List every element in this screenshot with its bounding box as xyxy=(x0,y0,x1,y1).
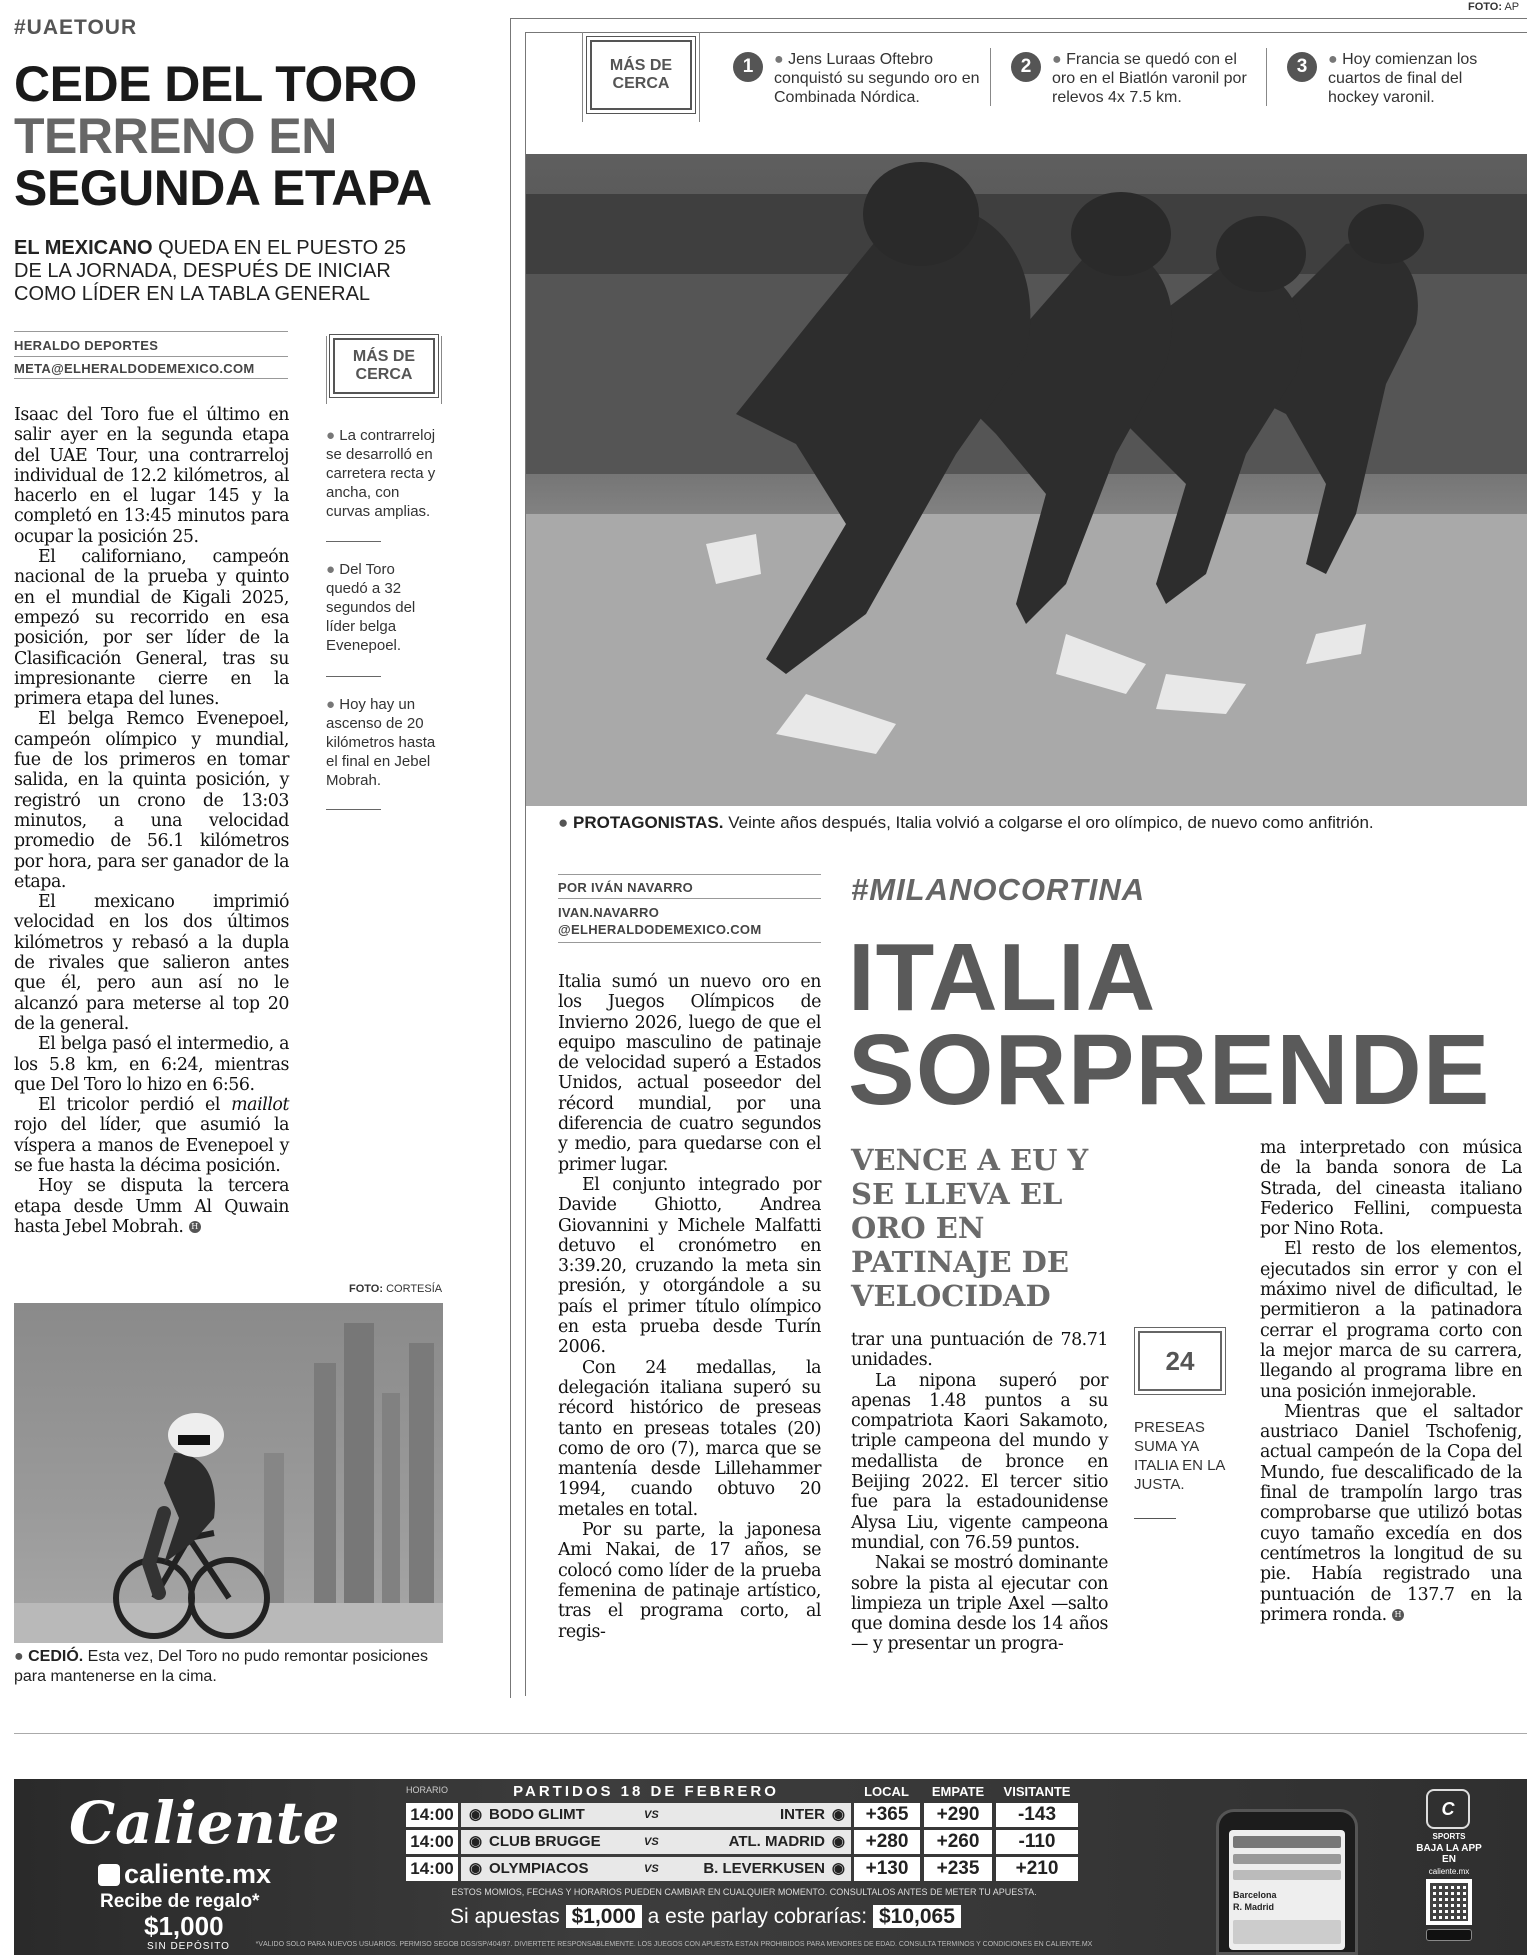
fact-2: ● Francia se quedó con el oro en el Biatlón varonil por relevos 4x 7.5 km. xyxy=(1052,51,1247,106)
skaters-illustration xyxy=(526,154,1527,806)
photo-credit: FOTO: CORTESÍA xyxy=(349,1283,443,1295)
section-rule xyxy=(510,18,511,1698)
headline-line-2: TERRENO EN xyxy=(14,108,337,164)
team-crest-icon: ◉ xyxy=(469,1860,483,1877)
paragraph: El conjunto integrado por Davide Ghiotto, Andrea Giovannini y Michele Malfatti detuvo el cronómetro en 3:39.20, cruzando la meta sin presión, y otorgándole a su país el primer título olímpico en esta prueba desde Turín 2006. xyxy=(558,1174,821,1358)
team-crest-icon: ◉ xyxy=(469,1833,483,1850)
divider xyxy=(14,378,288,379)
divider xyxy=(326,541,381,542)
fact-divider xyxy=(1266,48,1267,106)
page-divider xyxy=(14,1733,1527,1734)
col-horario: HORARIO xyxy=(406,1785,449,1795)
photo-caption: ● PROTAGONISTAS. Veinte años después, Italia volvió a colgarse el oro olímpico, de nuevo como anfitrión. xyxy=(558,813,1374,832)
paragraph: El tricolor perdió el maillot rojo del líder, que asumió la víspera a manos de Evenepoel y se fue hasta la décima posición. xyxy=(14,1095,289,1176)
app-sports-label: SPORTS xyxy=(1432,1832,1466,1841)
deck-bold: EL MEXICANO xyxy=(14,237,153,259)
cyclist-illustration xyxy=(14,1303,443,1643)
deck-rest-1: QUEDA EN EL PUESTO 25 xyxy=(152,237,406,259)
byline-author: HERALDO DEPORTES xyxy=(14,338,159,353)
section-rule xyxy=(525,32,1527,33)
gift-amount: $1,000 xyxy=(144,1911,224,1941)
divider xyxy=(558,874,821,875)
end-mark-icon: H xyxy=(189,1221,201,1233)
paragraph: Nakai se mostró dominante sobre la pista al ejecutar con limpieza un triple Axel —salto que domina desde los 14 años— y presentar un progra- xyxy=(851,1553,1108,1655)
divider xyxy=(14,331,288,332)
paragraph: El belga Remco Evenepoel, campeón olímpico y mundial, fue de los primeros en tomar salida, en la quinta posición, y registró un crono de 13:03 minutos, a una velocidad promedio de 56.1 kilómetros por hora, para ser ganador de la etapa. xyxy=(14,709,289,892)
gift-label: Recibe de regalo* xyxy=(100,1891,260,1912)
team-crest-icon: ◉ xyxy=(469,1806,483,1823)
side-note: ● Hoy hay un ascenso de 20 kilómetros hasta el final en Jebel Mobrah. xyxy=(326,696,436,789)
section-rule xyxy=(510,18,1527,19)
qr-code[interactable] xyxy=(1426,1879,1472,1925)
article-subdeck: VENCE A EU Y SE LLEVA EL ORO EN PATINAJE DE VELOCIDAD xyxy=(851,1143,1089,1313)
col-visitante: VISITANTE xyxy=(1003,1784,1071,1799)
byline-author: POR IVÁN NAVARRO xyxy=(558,880,694,895)
box-rule xyxy=(326,336,327,404)
mas-de-cerca-box: MÁS DE CERCA xyxy=(590,40,692,110)
photo-caption: ● CEDIÓ. Esta vez, Del Toro no pudo remontar posiciones para mantenerse en la cima. xyxy=(14,1648,429,1685)
paragraph: El belga pasó el intermedio, a los 5.8 km, en 6:24, mientras que Del Toro lo hizo en 6:56. xyxy=(14,1034,289,1095)
paragraph: Con 24 medallas, la delegación italiana superó su récord histórico de preseas tanto en preseas totales (20) como de oro (7), marca que se mantenía desde Lillehammer 1994, cuando obtuvo 20 metales en total. xyxy=(558,1357,821,1520)
box-rule xyxy=(582,32,583,122)
headline-line-3: SEGUNDA ETAPA xyxy=(14,160,432,216)
side-note: ● La contrarreloj se desarrolló en carretera recta y ancha, con curvas amplias. xyxy=(326,427,436,520)
byline-email: IVAN.NAVARRO @ELHERALDODEMEXICO.COM xyxy=(558,905,762,937)
team-crest-icon: ◉ xyxy=(831,1860,845,1877)
parlay-bet: $1,000 xyxy=(566,1905,642,1928)
fact-number-2: 2 xyxy=(1011,52,1041,82)
paragraph: trar una puntuación de 78.71 unidades. xyxy=(851,1330,1108,1371)
side-note: ● Del Toro quedó a 32 segundos del líder belga Evenepoel. xyxy=(326,561,416,654)
fact-number-3: 3 xyxy=(1287,52,1317,82)
app-site: caliente.mx xyxy=(1428,1867,1470,1876)
paragraph: ma interpretado con música de la banda sonora de La Strada, del cineasta italiano Federico Fellini, compuesta por Nino Rota. xyxy=(1260,1138,1522,1240)
article-headline xyxy=(14,58,454,214)
match-row[interactable]: 14:00 ◉ BODO GLIMT VS INTER ◉ +365 +290 -143 xyxy=(406,1803,1080,1829)
box-rule xyxy=(699,32,700,122)
box-rule xyxy=(441,336,442,404)
no-deposit-label: SIN DEPÓSITO xyxy=(147,1941,230,1952)
article-deck xyxy=(14,237,454,306)
phone-mockup xyxy=(1216,1809,1358,1955)
deck-rest-2: DE LA JORNADA, DESPUÉS DE INICIAR xyxy=(14,260,391,282)
disclaimer-top: ESTOS MOMIOS, FECHAS Y HORARIOS PUEDEN CAMBIAR EN CUALQUIER MOMENTO. CONSULTALOS ANTES DE METER TU APUESTA. xyxy=(451,1887,1037,1897)
section-hashtag: #MILANOCORTINA xyxy=(851,872,1146,907)
paragraph: Mientras que el saltador austriaco Daniel Tschofenig, actual campeón de la Copa del Mundo, fue descalificado de la final de trampolín largo tras comprobarse que utilizó botas cuyo tamaño excedía en dos centímetros la longitud de su pie. Había registrado una puntuación de 137.7 en la primera ronda. H xyxy=(1260,1401,1522,1625)
article-column-2 xyxy=(851,1330,1108,1655)
divider xyxy=(558,942,821,943)
deck-rest-3: COMO LÍDER EN LA TABLA GENERAL xyxy=(14,283,371,305)
article-column-1 xyxy=(558,972,821,1642)
byline-email: META@ELHERALDODEMEXICO.COM xyxy=(14,361,255,376)
team-crest-icon: ◉ xyxy=(831,1833,845,1850)
article-title-line-2: SORPRENDE xyxy=(848,1014,1491,1126)
paragraph: Isaac del Toro fue el último en salir ayer en la segunda etapa del UAE Tour, una contrarreloj individual de 12.2 kilómetros, al hacerlo en el lugar 145 y la completó en 13:45 minutos para ocupar la posición 25. xyxy=(14,405,289,547)
fact-divider xyxy=(990,48,991,106)
paragraph: El mexicano imprimió velocidad en los dos últimos kilómetros y rebasó a la dupla de rivales que salieron antes que él, pero aun así no le alcanzó para meterse al top 20 de la general. xyxy=(14,892,289,1034)
match-row[interactable]: 14:00 ◉ CLUB BRUGGE VS ATL. MADRID ◉ +280 +260 -110 xyxy=(406,1830,1080,1856)
caliente-c-icon xyxy=(98,1864,120,1886)
paragraph: La nipona superó por apenas 1.48 puntos a su compatriota Kaori Sakamoto, triple campeona del mundo y medallista de bronce en Beijing 2022. El tercer sitio fue para la estadounidense Alysa Liu, vigente campeona mundial, con 76.59 puntos. xyxy=(851,1370,1108,1553)
fact-3: ● Hoy comienzan los cuartos de final del hockey varonil. xyxy=(1328,51,1478,106)
stat-note: PRESEAS SUMA YA ITALIA EN LA JUSTA. xyxy=(1134,1419,1225,1493)
stat-number-box: 24 xyxy=(1138,1331,1222,1391)
caliente-app-icon: C xyxy=(1426,1789,1470,1829)
caliente-logo: Caliente xyxy=(69,1789,340,1857)
headline-line-1: CEDE DEL TORO xyxy=(14,56,417,112)
table-title: PARTIDOS 18 DE FEBRERO xyxy=(513,1783,779,1800)
paragraph: El resto de los elementos, ejecutados sin error y con el máximo nivel de dificultad, le permitieron a la patinadora cerrar el programa corto con la mejor marca de su carrera, llegando al programa libre en una posición inmejorable. xyxy=(1260,1239,1522,1402)
divider xyxy=(1134,1518,1176,1519)
article-column-3 xyxy=(1260,1138,1522,1625)
odds-table xyxy=(406,1785,1080,1901)
article-body xyxy=(14,405,289,1237)
site-label: caliente.mx xyxy=(98,1859,271,1890)
match-row[interactable]: 14:00 ◉ OLYMPIACOS VS B. LEVERKUSEN ◉ +130 +235 +210 xyxy=(406,1857,1080,1883)
divider xyxy=(326,809,381,810)
speed-skating-photo xyxy=(526,154,1527,806)
disclaimer-bottom: *VÁLIDO SOLO PARA NUEVOS USUARIOS. PERMISO SEGOB DGS/SP/404/97. DIVIÉRTETE RESPONSABLEMENTE. LOS JUEGOS CON APUESTA ESTÁN PROHIBIDOS PARA MENORES DE EDAD. CONSULTA TÉRMINOS Y CONDICIONES EN CALIENTE.MX xyxy=(255,1941,1093,1948)
end-mark-icon: H xyxy=(1392,1609,1404,1621)
team-crest-icon: ◉ xyxy=(831,1806,845,1823)
mas-de-cerca-box: MÁS DE CERCA xyxy=(333,338,435,394)
fact-number-1: 1 xyxy=(733,52,763,82)
article-title-line-1: ITALIA xyxy=(848,924,1157,1031)
cyclist-photo xyxy=(14,1303,443,1643)
parlay-line: Si apuestas $1,000 a este parlay cobrarías: $10,065 xyxy=(450,1905,961,1929)
caliente-advertisement[interactable] xyxy=(14,1779,1527,1955)
section-hashtag: #UAETOUR xyxy=(14,16,138,39)
phone-screen: Barcelona R. Madrid xyxy=(1229,1830,1345,1950)
photo-credit: FOTO: AP xyxy=(1468,1,1520,13)
col-local: LOCAL xyxy=(864,1784,909,1799)
divider xyxy=(14,356,288,357)
paragraph: El californiano, campeón nacional de la prueba y quinto en el mundial de Kigali 2025, empezó su recorrido en esa posición, por ser líder de la Clasificación General, tras su impresionante cierre en la primera etapa del lunes. xyxy=(14,547,289,710)
paragraph: Italia sumó un nuevo oro en los Juegos Olímpicos de Invierno 2026, luego de que el equipo masculino de patinaje de velocidad superó a Estados Unidos, actual poseedor del récord mundial, por una diferencia de cuatro segundos y medio, para quedarse con el primer lugar. xyxy=(558,972,821,1175)
parlay-win: $10,065 xyxy=(873,1905,961,1928)
app-cta: BAJA LA APP EN xyxy=(1416,1843,1482,1865)
fact-1: ● Jens Luraas Oftebro conquistó su segundo oro en Combinada Nórdica. xyxy=(774,51,980,106)
paragraph: Hoy se disputa la tercera etapa desde Umm Al Quwain hasta Jebel Mobrah. H xyxy=(14,1176,289,1237)
divider xyxy=(326,676,381,677)
paragraph: Por su parte, la japonesa Ami Nakai, de 17 años, se colocó como líder de la prueba femenina de patinaje artístico, tras el programa corto, al regis- xyxy=(558,1520,821,1642)
app-store-badge[interactable] xyxy=(1426,1929,1472,1941)
divider xyxy=(558,898,821,899)
col-empate: EMPATE xyxy=(931,1784,985,1799)
